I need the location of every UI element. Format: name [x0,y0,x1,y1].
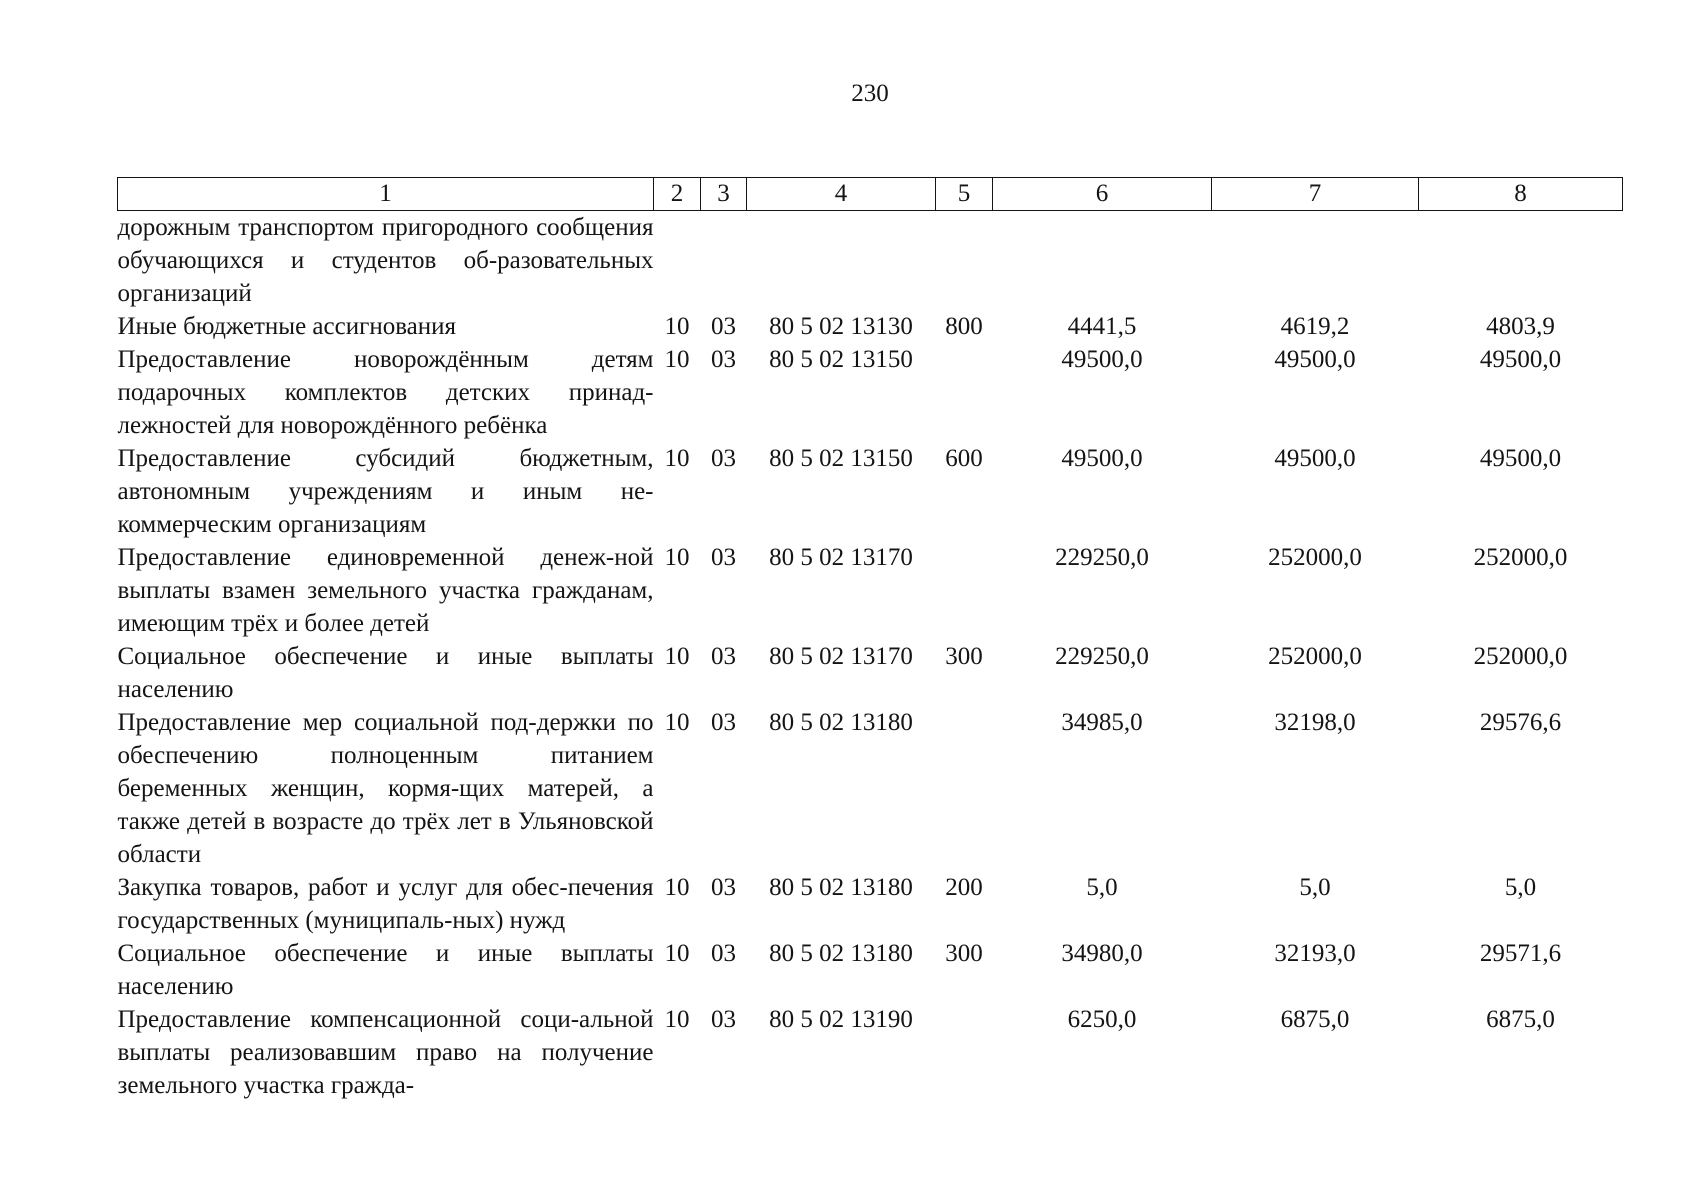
amount-year-1: 229250,0 [1055,544,1149,571]
table-header [118,178,1623,211]
amount-year-2: 6875,0 [1280,1006,1350,1033]
expense-type-code: 600 [945,445,983,472]
amount-year-2: 252000,0 [1268,544,1362,571]
amount-year-2: 5,0 [1299,874,1331,901]
section-code [654,211,701,311]
amount-year-3: 29571,6 [1479,940,1562,967]
section-code: 10 [664,1006,690,1033]
expense-type-code: 300 [945,940,983,967]
target-item-code: 80 5 02 13190 [769,1006,913,1033]
target-item-code: 80 5 02 13150 [769,445,913,472]
amount-year-2: 32198,0 [1274,709,1356,736]
column-header-1: 1 [118,178,654,211]
page-number: 230 [851,80,889,107]
amount-year-3 [1419,211,1623,311]
row-description: Предоставление субсидий бюджетным, автономным учреждениям и иным не-коммерческим организациям [117,445,654,538]
amount-year-3: 5,0 [1504,874,1537,901]
expense-type-code [936,1003,993,1102]
header-row [118,178,1623,211]
amount-year-3: 29576,6 [1479,709,1562,736]
table-row [118,343,1623,442]
target-item-code: 80 5 02 13170 [769,643,913,670]
amount-year-1 [993,211,1212,311]
target-item-code: 80 5 02 13130 [769,313,913,340]
row-description: Предоставление единовременной денеж-ной выплаты взамен земельного участка гражданам, имеющим трёх и более детей [117,544,654,637]
target-item-code: 80 5 02 13180 [769,709,913,736]
section-code: 10 [664,874,690,901]
section-code: 10 [664,643,690,670]
section-code: 10 [664,313,690,340]
subsection-code [701,211,747,311]
table-row [118,541,1623,640]
column-header-4: 4 [747,178,936,211]
amount-year-1: 4441,5 [1067,313,1137,340]
section-code: 10 [664,544,690,571]
amount-year-3: 49500,0 [1479,346,1562,373]
table-row [118,640,1623,706]
column-header-6: 6 [993,178,1212,211]
subsection-code: 03 [711,709,736,736]
column-header-2: 2 [654,178,701,211]
amount-year-1: 5,0 [1086,874,1118,901]
column-header-8: 8 [1419,178,1623,211]
amount-year-3: 252000,0 [1473,544,1568,571]
subsection-code: 03 [711,643,736,670]
subsection-code: 03 [711,1006,736,1033]
section-code: 10 [664,445,690,472]
row-description: Социальное обеспечение и иные выплаты населению [117,643,654,703]
amount-year-3: 6875,0 [1486,1006,1555,1033]
section-code: 10 [664,940,690,967]
target-item-code: 80 5 02 13180 [769,940,913,967]
subsection-code: 03 [711,445,736,472]
row-description: Предоставление мер социальной под-держки по обеспечению полноценным питанием беременных женщин, кормя-щих матерей, а также детей в возрасте до трёх лет в Ульяновской области [117,709,654,868]
amount-year-1: 49500,0 [1061,445,1143,472]
expense-type-code [936,211,993,311]
row-description: Предоставление компенсационной соци-альной выплаты реализовавшим право на получение земельного участка гражда- [117,1006,654,1099]
amount-year-2: 49500,0 [1274,346,1356,373]
amount-year-1: 34985,0 [1061,709,1143,736]
table-row [118,871,1623,937]
amount-year-2: 252000,0 [1268,643,1362,670]
target-item-code: 80 5 02 13150 [769,346,913,373]
table-row [118,442,1623,541]
subsection-code: 03 [711,544,736,571]
subsection-code: 03 [711,874,736,901]
amount-year-2: 4619,2 [1280,313,1350,340]
expense-type-code [936,706,993,871]
expense-type-code: 800 [945,313,983,340]
column-header-3: 3 [701,178,747,211]
amount-year-2: 49500,0 [1274,445,1356,472]
amount-year-3: 49500,0 [1479,445,1562,472]
table-row [118,937,1623,1003]
table-row [118,310,1623,343]
amount-year-3: 4803,9 [1486,313,1555,340]
section-code: 10 [664,709,690,736]
row-description: Закупка товаров, работ и услуг для обес-печения государственных (муниципаль-ных) нужд [117,874,654,934]
expense-type-code [936,541,993,640]
target-item-code [747,211,936,311]
target-item-code: 80 5 02 13180 [769,874,913,901]
amount-year-1: 6250,0 [1067,1006,1137,1033]
table-row [118,706,1623,871]
budget-table [117,177,1623,1102]
amount-year-3: 252000,0 [1473,643,1568,670]
subsection-code: 03 [711,346,736,373]
amount-year-1: 49500,0 [1061,346,1143,373]
table-row [118,211,1623,311]
table-body [118,211,1623,1103]
target-item-code: 80 5 02 13170 [769,544,913,571]
amount-year-2: 32193,0 [1274,940,1356,967]
expense-type-code: 200 [945,874,983,901]
amount-year-1: 229250,0 [1055,643,1149,670]
amount-year-2 [1212,211,1419,311]
amount-year-1: 34980,0 [1061,940,1143,967]
row-description: Иные бюджетные ассигнования [117,313,457,340]
section-code: 10 [664,346,690,373]
column-header-7: 7 [1212,178,1419,211]
expense-type-code: 300 [945,643,983,670]
subsection-code: 03 [711,940,736,967]
table-row [118,1003,1623,1102]
row-description: Предоставление новорождённым детям подарочных комплектов детских принад-лежностей для новорождённого ребёнка [117,346,654,439]
expense-type-code [936,343,993,442]
subsection-code: 03 [711,313,736,340]
row-description: дорожным транспортом пригородного сообщения обучающихся и студентов об-разовательных организаций [117,214,654,307]
column-header-5: 5 [936,178,993,211]
row-description: Социальное обеспечение и иные выплаты населению [117,940,654,1000]
